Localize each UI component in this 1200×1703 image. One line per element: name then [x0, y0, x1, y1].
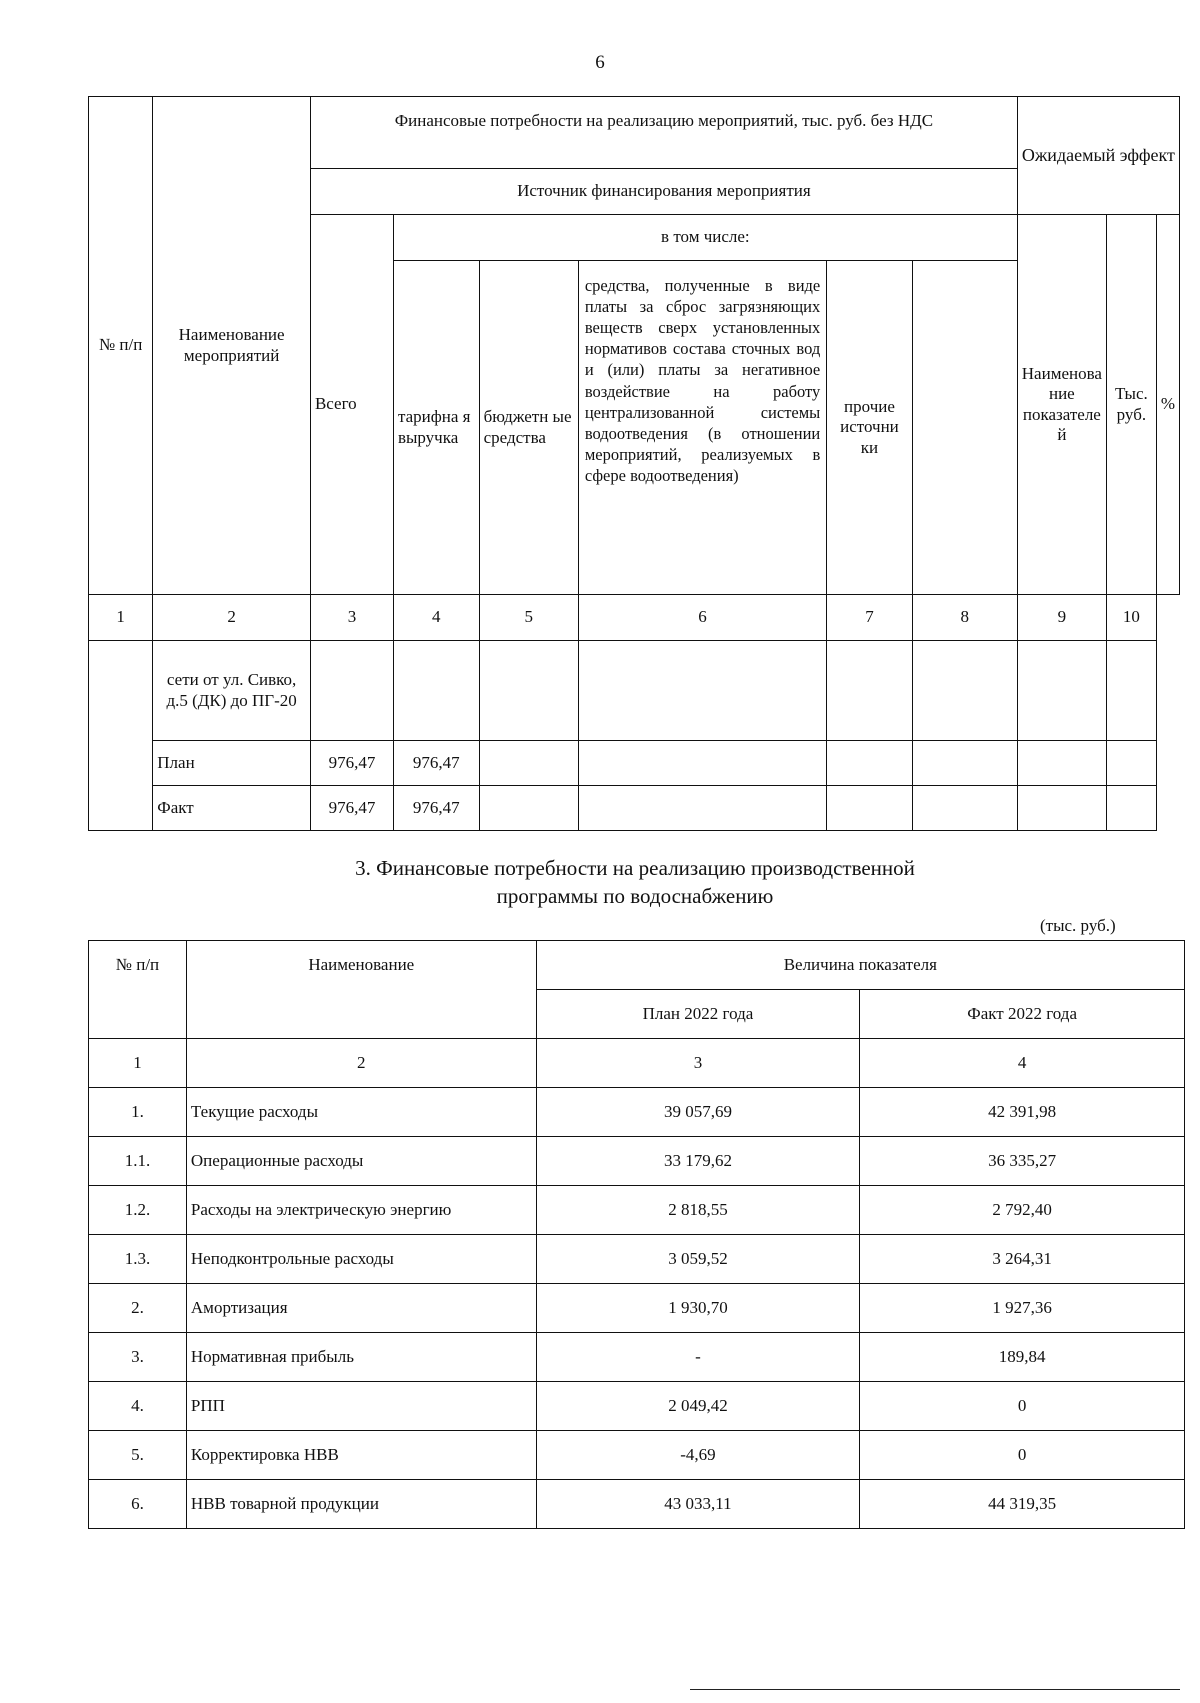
col-number: 4	[860, 1039, 1185, 1088]
col-number: 8	[912, 595, 1017, 641]
row-name: Расходы на электрическую энергию	[186, 1186, 536, 1235]
section-title-line2: программы по водоснабжению	[496, 884, 774, 909]
row-num: 1.1.	[89, 1137, 187, 1186]
header-fin-needs: Финансовые потребности на реализацию мероприятий, тыс. руб. без НДС	[310, 97, 1017, 169]
row-plan: 1 930,70	[536, 1284, 860, 1333]
row-fact: 44 319,35	[860, 1480, 1185, 1529]
empty-cell	[89, 641, 153, 831]
row-tariff: 976,47	[393, 786, 479, 831]
row-name: Нормативная прибыль	[186, 1333, 536, 1382]
col-number: 6	[578, 595, 826, 641]
section-title	[0, 854, 1200, 911]
header-other-sources: прочие источни ки	[827, 261, 912, 595]
table-row	[89, 1186, 1185, 1235]
section-title-line1: 3. Финансовые потребности на реализацию производственной	[355, 856, 915, 880]
row-plan: -4,69	[536, 1431, 860, 1480]
table-row	[89, 1333, 1185, 1382]
header-num: № п/п	[89, 97, 153, 595]
row-num: 6.	[89, 1480, 187, 1529]
row-plan: 43 033,11	[536, 1480, 860, 1529]
header-funding-source: Источник финансирования мероприятия	[310, 169, 1017, 215]
header-budget-funds: бюджетн ые средства	[479, 261, 578, 595]
row-fact: 3 264,31	[860, 1235, 1185, 1284]
table-row	[89, 1088, 1185, 1137]
header-thousand-rub: Тыс. руб.	[1106, 215, 1156, 595]
table-row	[89, 1382, 1185, 1431]
row-fact: 2 792,40	[860, 1186, 1185, 1235]
row-plan: 2 049,42	[536, 1382, 860, 1431]
empty-cell	[1106, 641, 1156, 741]
units-label: (тыс. руб.)	[1040, 916, 1116, 935]
row-fact: 42 391,98	[860, 1088, 1185, 1137]
row-num: 5.	[89, 1431, 187, 1480]
col-number: 3	[536, 1039, 860, 1088]
table-row	[89, 741, 1180, 786]
row-tariff: 976,47	[393, 741, 479, 786]
table-row	[89, 1137, 1185, 1186]
header-tariff-revenue: тарифна я выручка	[393, 261, 479, 595]
row-num: 1.3.	[89, 1235, 187, 1284]
col-number: 1	[89, 595, 153, 641]
row-plan: 2 818,55	[536, 1186, 860, 1235]
table-row	[89, 1284, 1185, 1333]
col-number: 1	[89, 1039, 187, 1088]
header-fact: Факт 2022 года	[860, 990, 1185, 1039]
empty-cell	[310, 641, 393, 741]
row-fact: 0	[860, 1382, 1185, 1431]
col-number: 9	[1017, 595, 1106, 641]
row-fact: 36 335,27	[860, 1137, 1185, 1186]
col-number: 5	[479, 595, 578, 641]
header-indicator-name: Наименова ние показателе й	[1017, 215, 1106, 595]
header-expected-effect: Ожидаемый эффект	[1017, 97, 1179, 215]
row-plan: 3 059,52	[536, 1235, 860, 1284]
row-name: НВВ товарной продукции	[186, 1480, 536, 1529]
header-value: Величина показателя	[536, 941, 1184, 990]
row-num: 2.	[89, 1284, 187, 1333]
row-num: 1.2.	[89, 1186, 187, 1235]
row-name: Операционные расходы	[186, 1137, 536, 1186]
empty-cell	[578, 641, 826, 741]
row-num: 3.	[89, 1333, 187, 1382]
empty-cell	[912, 641, 1017, 741]
table-row	[89, 1235, 1185, 1284]
header-percent: %	[1156, 215, 1179, 595]
header-name: Наименование	[186, 941, 536, 1039]
col-number: 4	[393, 595, 479, 641]
footer-divider	[690, 1689, 1180, 1690]
row-plan: 39 057,69	[536, 1088, 860, 1137]
row-fact: 1 927,36	[860, 1284, 1185, 1333]
empty-cell	[1017, 641, 1106, 741]
header-plan: План 2022 года	[536, 990, 860, 1039]
col-number: 10	[1106, 595, 1156, 641]
empty-cell	[479, 641, 578, 741]
row-name: Текущие расходы	[186, 1088, 536, 1137]
row-num: 1.	[89, 1088, 187, 1137]
col-number: 2	[153, 595, 311, 641]
header-fee-funds: средства, полученные в виде платы за сброс загрязняющих веществ сверх установленных нормативов состава сточных вод и (или) платы за негативное воздействие на работу централизованной системы водоотведения (в отношении мероприятий, реализуемых в сфере водоотведения)	[578, 261, 826, 595]
row-label: План	[153, 741, 311, 786]
row-fact: 189,84	[860, 1333, 1185, 1382]
row-fact: 0	[860, 1431, 1185, 1480]
row-name: Амортизация	[186, 1284, 536, 1333]
table-row	[89, 1480, 1185, 1529]
table-row	[89, 786, 1180, 831]
water-supply-program-table	[88, 940, 1185, 1529]
empty-cell	[827, 641, 912, 741]
item-name: сети от ул. Сивко, д.5 (ДК) до ПГ-20	[153, 641, 311, 741]
row-plan: 33 179,62	[536, 1137, 860, 1186]
row-plan: -	[536, 1333, 860, 1382]
page-number: 6	[595, 52, 605, 73]
row-name: Неподконтрольные расходы	[186, 1235, 536, 1284]
row-num: 4.	[89, 1382, 187, 1431]
table-row	[89, 1431, 1185, 1480]
row-name: РПП	[186, 1382, 536, 1431]
header-including: в том числе:	[393, 215, 1017, 261]
header-measure-name: Наименование мероприятий	[153, 97, 311, 595]
row-label: Факт	[153, 786, 311, 831]
col-number: 3	[310, 595, 393, 641]
header-total: Всего	[310, 215, 393, 595]
row-total: 976,47	[310, 741, 393, 786]
financial-needs-measures-table	[88, 96, 1180, 831]
col-number: 2	[186, 1039, 536, 1088]
row-total: 976,47	[310, 786, 393, 831]
col-number: 7	[827, 595, 912, 641]
header-num: № п/п	[89, 941, 187, 1039]
row-name: Корректировка НВВ	[186, 1431, 536, 1480]
empty-cell	[393, 641, 479, 741]
